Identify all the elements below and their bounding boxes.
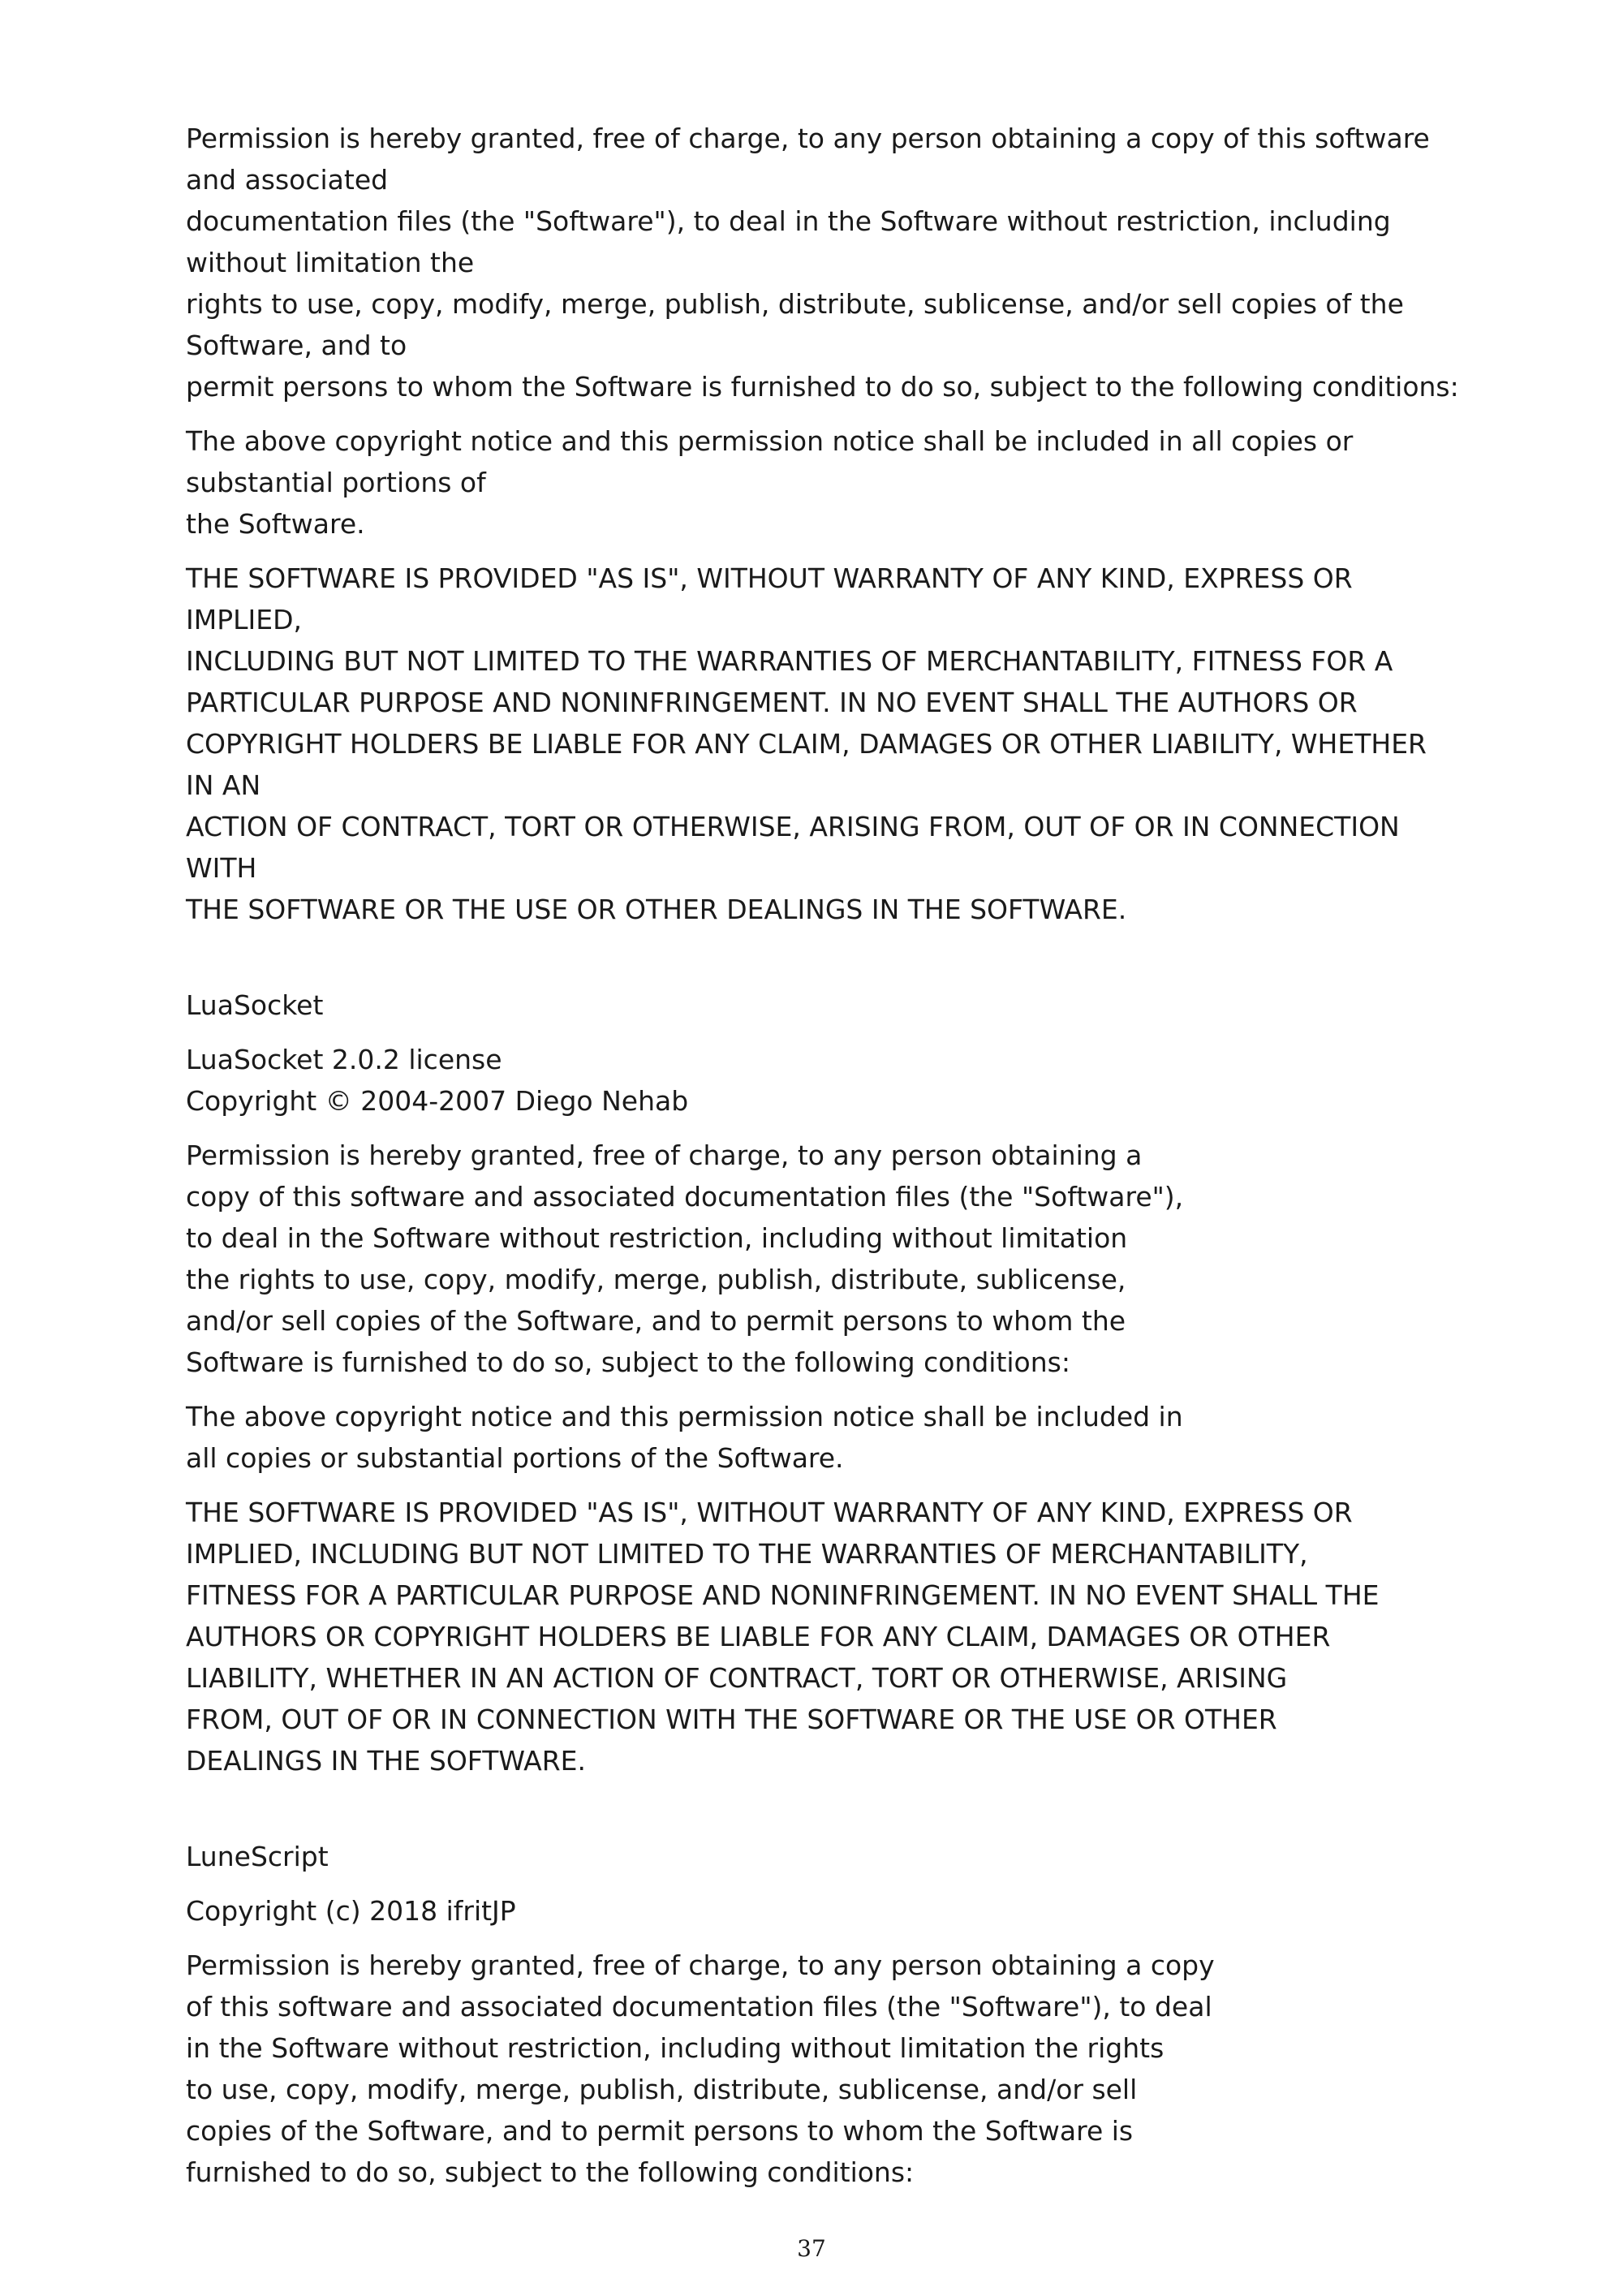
text-line: FROM, OUT OF OR IN CONNECTION WITH THE SOFTWARE OR THE USE OR OTHER bbox=[186, 1704, 1277, 1735]
text-line: documentation files (the "Software"), to deal in the Software without restriction, including bbox=[186, 205, 1391, 237]
lunescript-heading: LuneScript bbox=[186, 1841, 329, 1872]
text-line: THE SOFTWARE IS PROVIDED "AS IS", WITHOUT WARRANTY OF ANY KIND, EXPRESS OR bbox=[186, 562, 1353, 594]
text-line: FITNESS FOR A PARTICULAR PURPOSE AND NONINFRINGEMENT. IN NO EVENT SHALL THE bbox=[186, 1579, 1380, 1611]
lunescript-copyright bbox=[186, 1890, 1525, 1932]
text-line: substantial portions of bbox=[186, 467, 486, 498]
text-line: AUTHORS OR COPYRIGHT HOLDERS BE LIABLE FOR ANY CLAIM, DAMAGES OR OTHER bbox=[186, 1621, 1331, 1652]
text-line: IMPLIED, INCLUDING BUT NOT LIMITED TO THE WARRANTIES OF MERCHANTABILITY, bbox=[186, 1538, 1308, 1570]
text-line: IMPLIED, bbox=[186, 604, 302, 635]
text-line: LIABILITY, WHETHER IN AN ACTION OF CONTRACT, TORT OR OTHERWISE, ARISING bbox=[186, 1662, 1288, 1694]
text-line: LuaSocket 2.0.2 license bbox=[186, 1044, 502, 1075]
text-line: WITH bbox=[186, 852, 257, 884]
text-line: The above copyright notice and this permission notice shall be included in all copies or bbox=[186, 425, 1354, 457]
text-line: Software is furnished to do so, subject to the following conditions: bbox=[186, 1346, 1070, 1378]
text-line: all copies or substantial portions of the Software. bbox=[186, 1442, 844, 1474]
text-line: and associated bbox=[186, 164, 389, 196]
text-line: of this software and associated documentation files (the "Software"), to deal bbox=[186, 1991, 1212, 2022]
text-line: copies of the Software, and to permit persons to whom the Software is bbox=[186, 2115, 1134, 2147]
text-line: copy of this software and associated documentation files (the "Software"), bbox=[186, 1181, 1184, 1213]
luasocket-section bbox=[186, 984, 1525, 1781]
luasocket-license-header bbox=[186, 1039, 1525, 1122]
mit-permission-paragraph bbox=[186, 118, 1525, 407]
mit-warranty-paragraph bbox=[186, 558, 1525, 930]
mit-notice-paragraph bbox=[186, 420, 1525, 545]
text-line: to use, copy, modify, merge, publish, distribute, sublicense, and/or sell bbox=[186, 2074, 1138, 2105]
text-line: Copyright © 2004-2007 Diego Nehab bbox=[186, 1085, 689, 1117]
luasocket-permission-paragraph bbox=[186, 1135, 1525, 1383]
text-line: The above copyright notice and this permission notice shall be included in bbox=[186, 1401, 1183, 1432]
text-line: Software, and to bbox=[186, 330, 407, 361]
text-line: THE SOFTWARE OR THE USE OR OTHER DEALINGS IN THE SOFTWARE. bbox=[186, 894, 1127, 925]
text-line: INCLUDING BUT NOT LIMITED TO THE WARRANTIES OF MERCHANTABILITY, FITNESS FOR A bbox=[186, 645, 1393, 677]
text-line: rights to use, copy, modify, merge, publish, distribute, sublicense, and/or sell copies of the bbox=[186, 288, 1404, 320]
text-line: DEALINGS IN THE SOFTWARE. bbox=[186, 1745, 587, 1777]
text-line: Permission is hereby granted, free of charge, to any person obtaining a copy bbox=[186, 1949, 1215, 1981]
text-line: THE SOFTWARE IS PROVIDED "AS IS", WITHOUT WARRANTY OF ANY KIND, EXPRESS OR bbox=[186, 1497, 1353, 1528]
lunescript-permission-paragraph bbox=[186, 1945, 1525, 2193]
page-content bbox=[186, 118, 1525, 2193]
text-line: permit persons to whom the Software is furnished to do so, subject to the following conditions: bbox=[186, 371, 1459, 403]
text-line: the rights to use, copy, modify, merge, publish, distribute, sublicense, bbox=[186, 1264, 1126, 1295]
text-line: ACTION OF CONTRACT, TORT OR OTHERWISE, ARISING FROM, OUT OF OR IN CONNECTION bbox=[186, 811, 1400, 842]
text-line: in the Software without restriction, including without limitation the rights bbox=[186, 2032, 1165, 2064]
luasocket-heading: LuaSocket bbox=[186, 989, 324, 1021]
page-number: 37 bbox=[797, 2235, 826, 2262]
text-line: COPYRIGHT HOLDERS BE LIABLE FOR ANY CLAIM, DAMAGES OR OTHER LIABILITY, WHETHER bbox=[186, 728, 1427, 760]
text-line: Permission is hereby granted, free of charge, to any person obtaining a bbox=[186, 1139, 1143, 1171]
text-line: Permission is hereby granted, free of charge, to any person obtaining a copy of this software bbox=[186, 123, 1430, 154]
text-line: the Software. bbox=[186, 508, 365, 540]
text-line: and/or sell copies of the Software, and to permit persons to whom the bbox=[186, 1305, 1126, 1337]
luasocket-notice-paragraph bbox=[186, 1396, 1525, 1479]
text-line: furnished to do so, subject to the following conditions: bbox=[186, 2156, 915, 2188]
text-line: without limitation the bbox=[186, 247, 475, 278]
lunescript-section bbox=[186, 1836, 1525, 2193]
text-line: IN AN bbox=[186, 769, 261, 801]
text-line: PARTICULAR PURPOSE AND NONINFRINGEMENT. IN NO EVENT SHALL THE AUTHORS OR bbox=[186, 687, 1358, 718]
text-line: Copyright (c) 2018 ifritJP bbox=[186, 1895, 516, 1927]
luasocket-warranty-paragraph bbox=[186, 1492, 1525, 1781]
text-line: to deal in the Software without restriction, including without limitation bbox=[186, 1222, 1128, 1254]
